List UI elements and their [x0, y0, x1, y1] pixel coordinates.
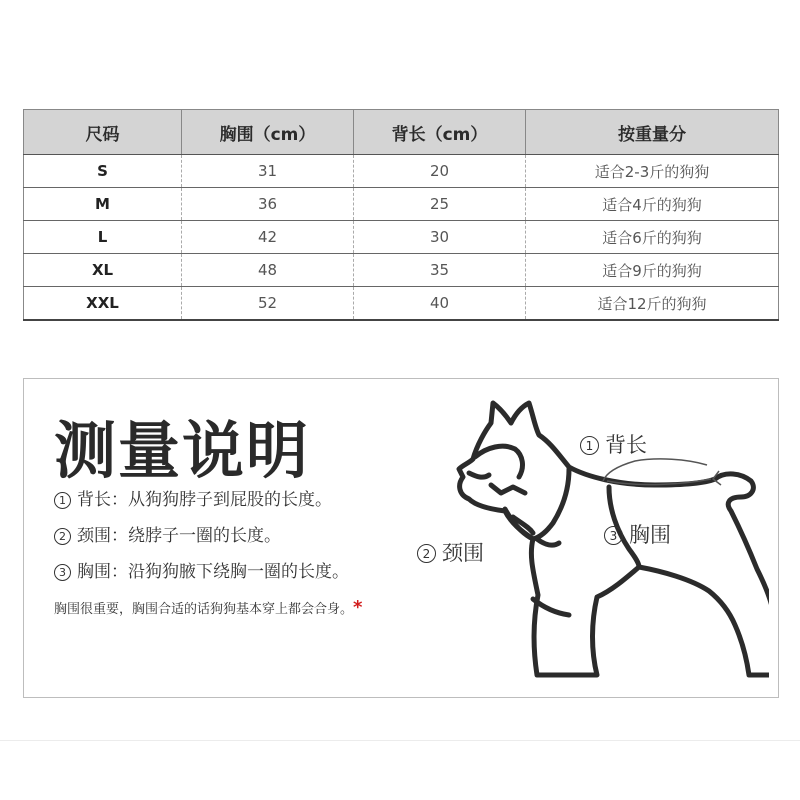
cell-weight: 适合6斤的狗狗 — [526, 221, 779, 254]
chest-label — [604, 519, 671, 549]
table-row — [24, 287, 779, 321]
guide-item-text: 颈围：绕脖子一圈的长度。 — [77, 526, 281, 546]
number-2-badge: 2 — [417, 544, 436, 563]
back-length-label — [580, 429, 647, 459]
guide-title: 测量说明 — [54, 414, 311, 487]
guide-item-chest — [54, 557, 349, 582]
cell-size: L — [24, 221, 182, 254]
number-2-badge: 2 — [54, 528, 71, 545]
number-1-badge: 1 — [54, 492, 71, 509]
number-3-badge: 3 — [54, 564, 71, 581]
number-1-badge: 1 — [580, 436, 599, 455]
guide-item-neck — [54, 521, 281, 546]
cell-back: 30 — [354, 221, 526, 254]
cell-weight: 适合2-3斤的狗狗 — [526, 155, 779, 188]
chest-label-text: 胸围 — [629, 523, 671, 547]
guide-item-text: 背长：从狗狗脖子到屁股的长度。 — [77, 490, 332, 510]
table-row — [24, 188, 779, 221]
cell-back: 35 — [354, 254, 526, 287]
cell-back: 20 — [354, 155, 526, 188]
cell-weight: 适合12斤的狗狗 — [526, 287, 779, 321]
size-table — [23, 109, 779, 321]
cell-size: XL — [24, 254, 182, 287]
cell-weight: 适合4斤的狗狗 — [526, 188, 779, 221]
number-3-badge: 3 — [604, 526, 623, 545]
neck-label-text: 颈围 — [442, 541, 484, 565]
cell-size: S — [24, 155, 182, 188]
cell-back: 40 — [354, 287, 526, 321]
cell-chest: 48 — [182, 254, 354, 287]
guide-item-back-length — [54, 485, 332, 510]
cell-chest: 36 — [182, 188, 354, 221]
cell-size: M — [24, 188, 182, 221]
header-size: 尺码 — [24, 110, 182, 155]
guide-item-text: 胸围：沿狗狗腋下绕胸一圈的长度。 — [77, 562, 349, 582]
cell-chest: 52 — [182, 287, 354, 321]
table-row — [24, 221, 779, 254]
header-chest: 胸围（cm） — [182, 110, 354, 155]
measurement-guide-panel — [23, 378, 779, 698]
asterisk-mark: * — [353, 597, 363, 618]
cell-weight: 适合9斤的狗狗 — [526, 254, 779, 287]
cell-chest: 31 — [182, 155, 354, 188]
table-row — [24, 155, 779, 188]
neck-label — [417, 537, 484, 567]
table-header-row — [24, 110, 779, 155]
header-back-length: 背长（cm） — [354, 110, 526, 155]
cell-chest: 42 — [182, 221, 354, 254]
header-by-weight: 按重量分 — [526, 110, 779, 155]
guide-note — [54, 597, 362, 618]
bottom-divider — [0, 740, 800, 741]
note-text: 胸围很重要，胸围合适的话狗狗基本穿上都会合身。 — [54, 602, 354, 617]
cell-size: XXL — [24, 287, 182, 321]
back-length-label-text: 背长 — [605, 433, 647, 457]
table-row — [24, 254, 779, 287]
cell-back: 25 — [354, 188, 526, 221]
